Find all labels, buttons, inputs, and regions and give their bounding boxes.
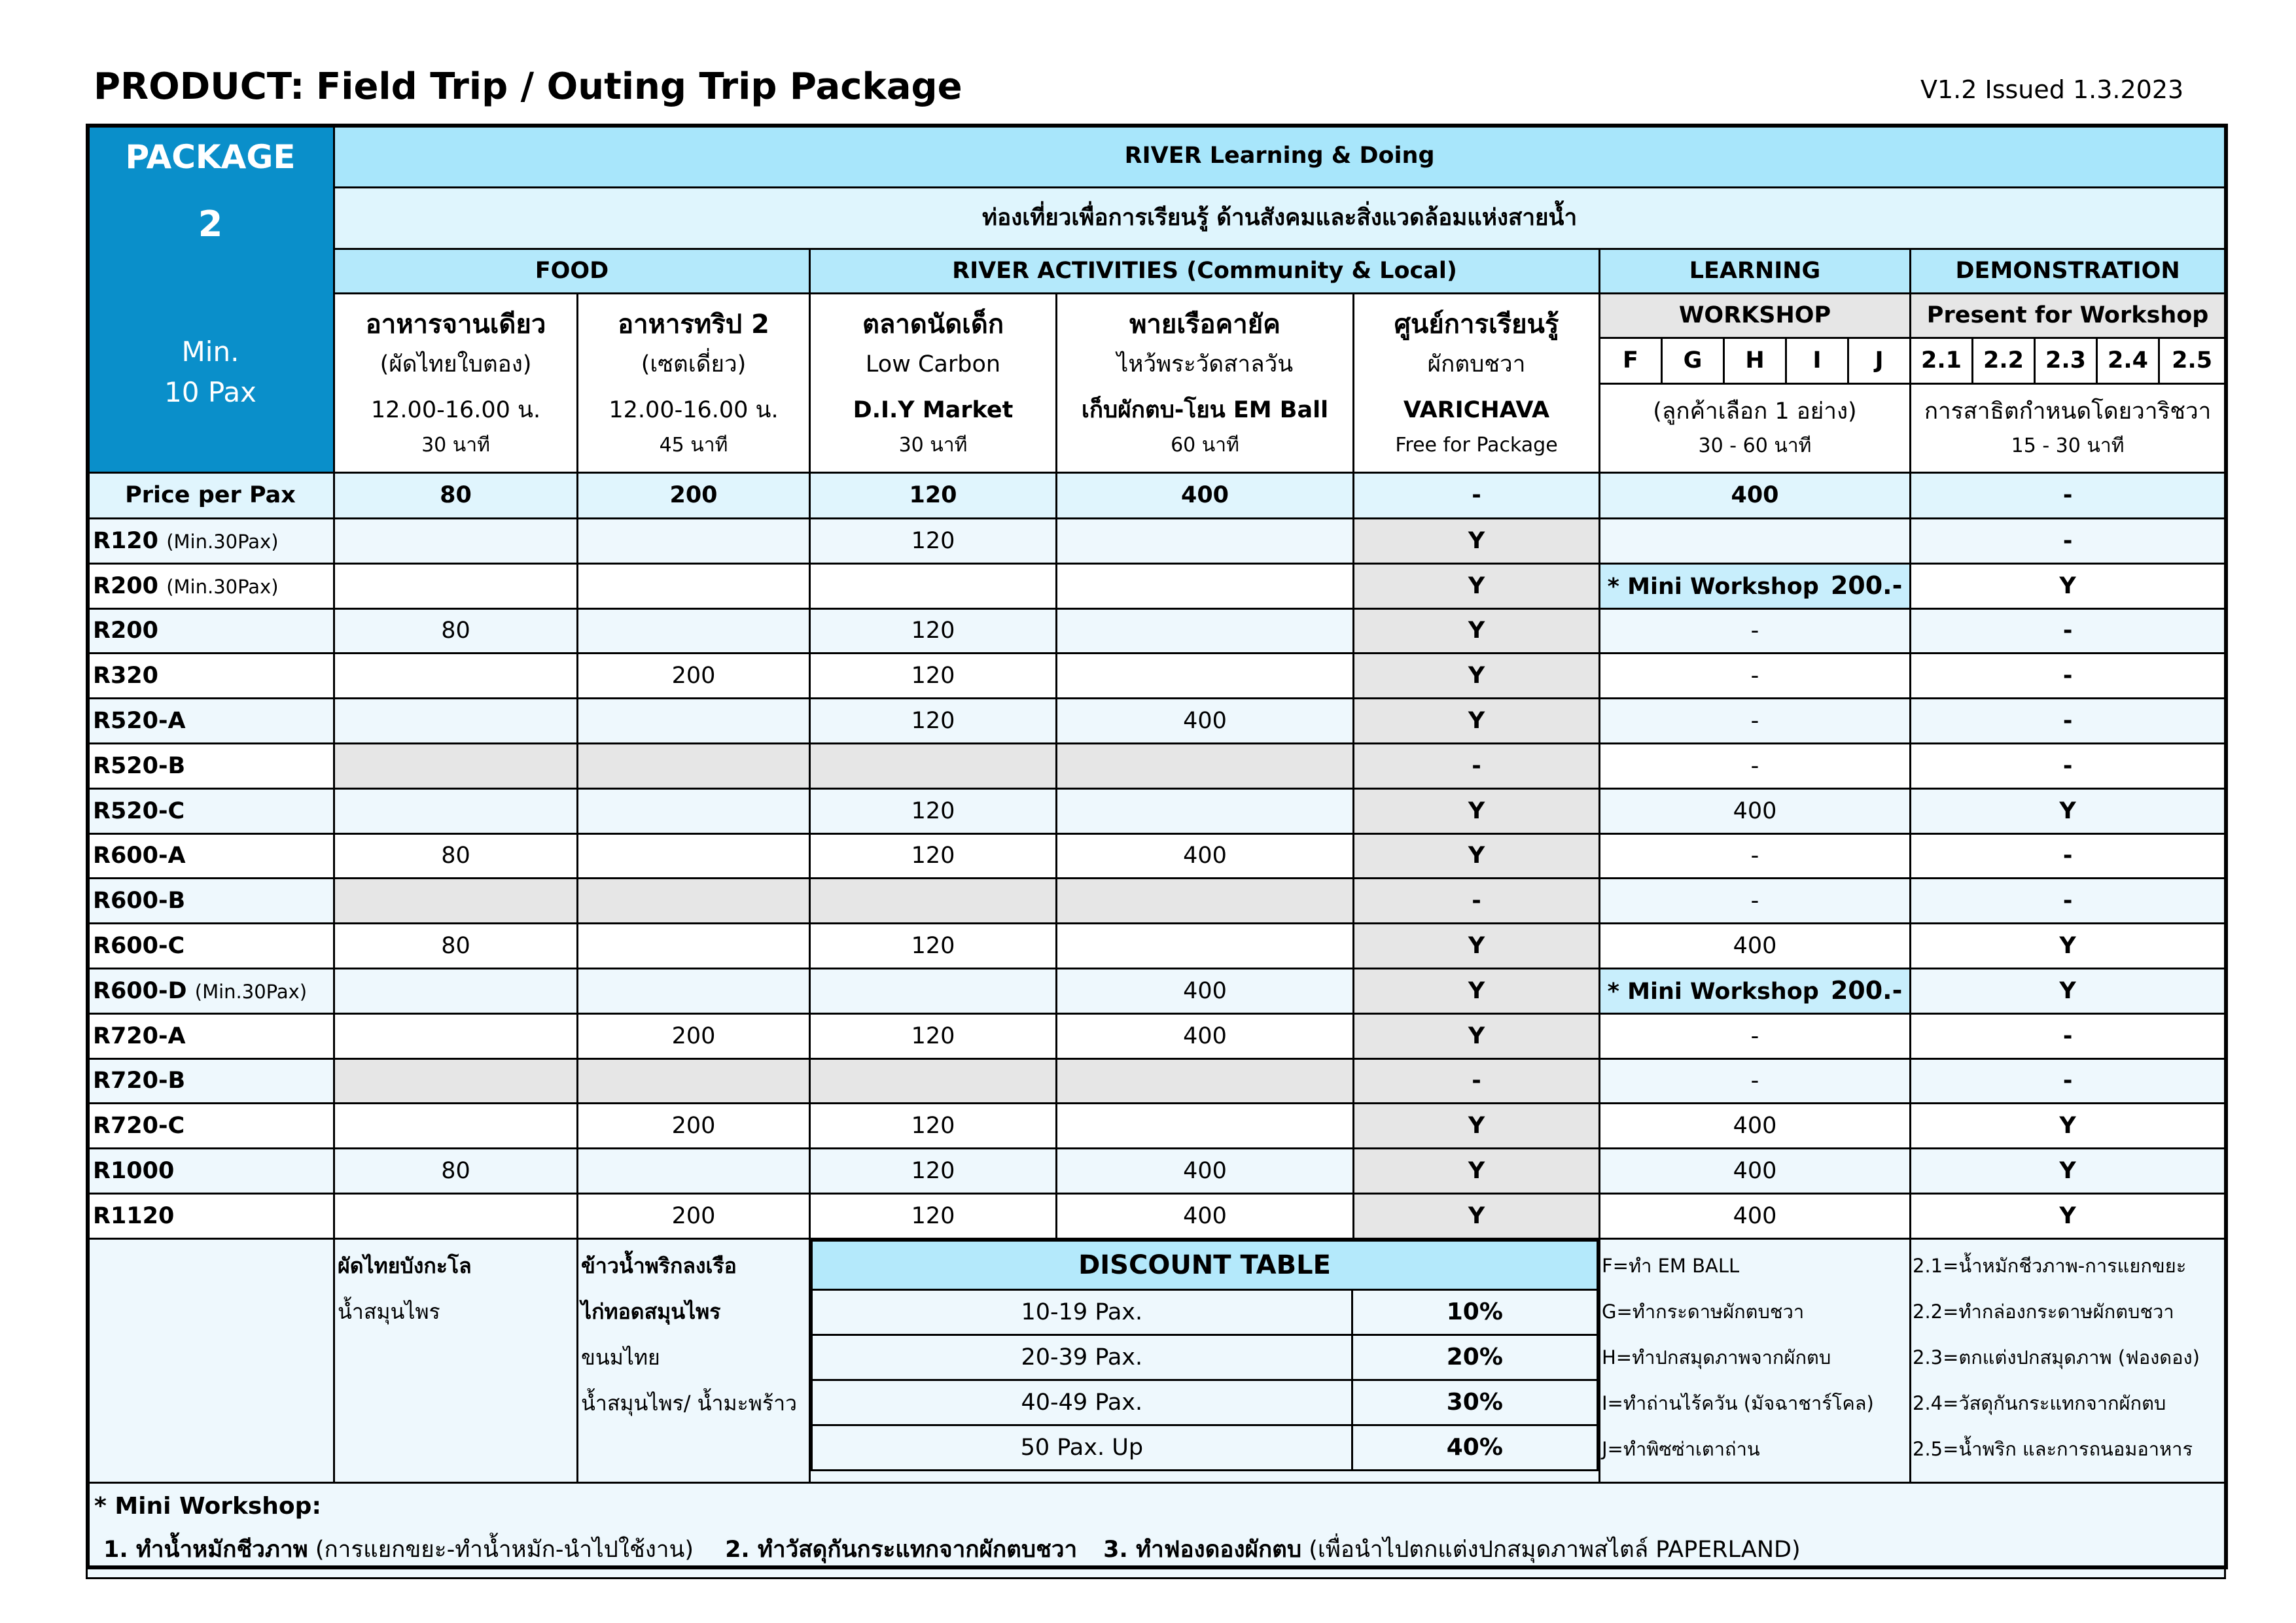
package-cell: Y (1911, 968, 2225, 1013)
package-cell: 400 (1057, 968, 1354, 1013)
bottom-blank (87, 1238, 334, 1482)
workshop-letter: H (1724, 338, 1786, 384)
package-cell: 80 (334, 833, 578, 879)
package-code: R600-D (Min.30Pax) (87, 968, 334, 1013)
package-cell: 120 (810, 654, 1057, 699)
package-min-pax: 10 Pax (164, 375, 256, 408)
package-cell: 200 (578, 1104, 810, 1149)
package-cell (578, 743, 810, 788)
package-cell: Y (1354, 608, 1600, 654)
package-min-label: Min. (181, 335, 239, 368)
package-cell: Y (1911, 788, 2225, 833)
workshop-letter: F (1600, 338, 1662, 384)
package-cell: Y (1354, 1104, 1600, 1149)
price-row (87, 473, 2225, 519)
table-row (87, 1058, 2225, 1104)
package-cell (578, 699, 810, 744)
package-cell (334, 879, 578, 924)
package-cell (578, 1058, 810, 1104)
package-cell (1057, 1058, 1354, 1104)
table-row (87, 968, 2225, 1013)
package-code: R720-C (87, 1104, 334, 1149)
package-cell: - (1600, 743, 1911, 788)
package-cell (1057, 1104, 1354, 1149)
package-cell (334, 519, 578, 564)
table-title: RIVER Learning & Doing (334, 125, 2225, 188)
package-cell (810, 563, 1057, 608)
discount-range: 50 Pax. Up (812, 1425, 1352, 1470)
package-cell: 400 (1600, 788, 1911, 833)
package-cell (1057, 879, 1354, 924)
demo-number: 2.3 (2035, 338, 2097, 384)
package-cell: - (1354, 1058, 1600, 1104)
package-cell: 200 (578, 1193, 810, 1238)
package-cell (578, 879, 810, 924)
package-cell: 120 (810, 1104, 1057, 1149)
price-cell: - (1911, 473, 2225, 519)
group-demonstration: DEMONSTRATION (1911, 249, 2225, 294)
package-cell: - (1911, 1013, 2225, 1058)
discount-range: 10-19 Pax. (812, 1289, 1352, 1335)
package-cell (334, 654, 578, 699)
package-cell: Y (1354, 1013, 1600, 1058)
table-subtitle: ท่องเที่ยวเพื่อการเรียนรู้ ด้านสังคมและสิ่งแวดล้อมแห่งสายน้ำ (334, 188, 2225, 249)
package-code: R720-B (87, 1058, 334, 1104)
package-cell: 400 (1600, 1149, 1911, 1194)
package-cell (578, 924, 810, 969)
package-cell: Y (1911, 1104, 2225, 1149)
discount-pct: 10% (1352, 1289, 1597, 1335)
discount-title: DISCOUNT TABLE (812, 1240, 1598, 1289)
package-cell: Y (1354, 788, 1600, 833)
package-cell (334, 1058, 578, 1104)
package-cell (1057, 743, 1354, 788)
package-cell: 80 (334, 924, 578, 969)
package-cell: - (1911, 654, 2225, 699)
package-cell (578, 833, 810, 879)
table-row (87, 1104, 2225, 1149)
demo-number: 2.5 (2159, 338, 2225, 384)
group-river-activities: RIVER ACTIVITIES (Community & Local) (810, 249, 1600, 294)
discount-range: 40-49 Pax. (812, 1380, 1352, 1425)
package-table (86, 124, 2226, 1579)
package-cell: Y (1354, 519, 1600, 564)
package-cell: 120 (810, 519, 1057, 564)
demo-number: 2.4 (2097, 338, 2159, 384)
package-code: R520-C (87, 788, 334, 833)
workshop-letter: G (1662, 338, 1724, 384)
discount-pct: 30% (1352, 1380, 1597, 1425)
package-cell (334, 1013, 578, 1058)
table-row (87, 788, 2225, 833)
package-code: R200 (Min.30Pax) (87, 563, 334, 608)
package-cell (810, 743, 1057, 788)
package-cell: 400 (1600, 924, 1911, 969)
price-cell: - (1354, 473, 1600, 519)
table-row (87, 519, 2225, 564)
package-cell (334, 1193, 578, 1238)
package-code: R720-A (87, 1013, 334, 1058)
discount-pct: 20% (1352, 1335, 1597, 1380)
package-cell (1057, 924, 1354, 969)
package-cell (578, 1149, 810, 1194)
package-cell: - (1911, 608, 2225, 654)
package-cell: - (1911, 833, 2225, 879)
package-cell: 120 (810, 788, 1057, 833)
group-learning: LEARNING (1600, 249, 1911, 294)
activity-learning-center: ศูนย์การเรียนรู้ ผักตบชวา VARICHAVA Free for Package (1354, 294, 1600, 473)
package-cell (334, 968, 578, 1013)
package-cell: Y (1354, 1193, 1600, 1238)
mini-workshop-footer (87, 1482, 2225, 1578)
package-cell: Y (1354, 563, 1600, 608)
demo-legend: 2.1=น้ำหมักชีวภาพ-การแยกขยะ 2.2=ทำกล่องกระดาษผักตบชวา 2.3=ตกแต่งปกสมุดภาพ (ฟองดอง) 2.4=วัสดุกันกระแทกจากผักตบ 2.5=น้ำพริก และการถนอมอาหาร (1911, 1238, 2225, 1482)
package-cell: - (1911, 1058, 2225, 1104)
table-row (87, 608, 2225, 654)
package-code: R1120 (87, 1193, 334, 1238)
package-cell (334, 699, 578, 744)
package-code: R600-B (87, 879, 334, 924)
package-cell: - (1354, 879, 1600, 924)
package-cell (810, 879, 1057, 924)
package-cell: - (1600, 1058, 1911, 1104)
package-cell: 200 (578, 654, 810, 699)
package-cell: 120 (810, 1149, 1057, 1194)
package-cell: 80 (334, 608, 578, 654)
activity-food-single: อาหารจานเดียว (ผัดไทยใบตอง) 12.00-16.00 น. 30 นาที (334, 294, 578, 473)
page-header (0, 0, 2296, 124)
table-row (87, 1149, 2225, 1194)
package-code: R120 (Min.30Pax) (87, 519, 334, 564)
package-cell: Y (1354, 699, 1600, 744)
discount-pct: 40% (1352, 1425, 1597, 1470)
package-panel (87, 125, 334, 473)
package-cell: - (1911, 879, 2225, 924)
package-cell: - (1600, 608, 1911, 654)
package-cell: 400 (1057, 1193, 1354, 1238)
demo-number: 2.2 (1973, 338, 2035, 384)
table-row (87, 743, 2225, 788)
package-cell: - (1354, 743, 1600, 788)
workshop-letter: I (1786, 338, 1848, 384)
package-cell: 80 (334, 1149, 578, 1194)
product-label: PRODUCT: (94, 65, 305, 108)
package-cell: Y (1911, 924, 2225, 969)
package-cell: Y (1354, 654, 1600, 699)
food-notes-single: ผัดไทยบังกะโล น้ำสมุนไพร (334, 1238, 578, 1482)
package-code: R520-A (87, 699, 334, 744)
package-cell: Y (1911, 563, 2225, 608)
package-cell: 400 (1057, 833, 1354, 879)
package-cell: Y (1911, 1149, 2225, 1194)
version-label: V1.2 Issued 1.3.2023 (1920, 75, 2184, 104)
activity-kayak: พายเรือคายัค ไหว้พระวัดสาลวัน เก็บผักตบ-โยน EM Ball 60 นาที (1057, 294, 1354, 473)
table-row (87, 924, 2225, 969)
package-cell: - (1600, 1013, 1911, 1058)
package-cell (334, 1104, 578, 1149)
group-food: FOOD (334, 249, 810, 294)
package-cell (334, 788, 578, 833)
product-name: Field Trip / Outing Trip Package (316, 65, 963, 108)
table-row (87, 1013, 2225, 1058)
package-cell: 400 (1057, 1013, 1354, 1058)
learning-description: (ลูกค้าเลือก 1 อย่าง) 30 - 60 นาที (1600, 384, 1911, 473)
package-code: R320 (87, 654, 334, 699)
package-cell: 120 (810, 833, 1057, 879)
package-number: 2 (198, 203, 223, 245)
table-row (87, 1193, 2225, 1238)
package-code: R600-A (87, 833, 334, 879)
package-cell (578, 563, 810, 608)
package-cell: Y (1354, 968, 1600, 1013)
price-cell: 400 (1600, 473, 1911, 519)
table-row (87, 654, 2225, 699)
package-cell (1057, 519, 1354, 564)
package-cell: Y (1911, 1193, 2225, 1238)
workshop-letter: J (1848, 338, 1911, 384)
package-cell (810, 1058, 1057, 1104)
package-cell (1057, 654, 1354, 699)
price-label: Price per Pax (87, 473, 334, 519)
table-row (87, 833, 2225, 879)
discount-table-cell (810, 1238, 1600, 1482)
package-cell: 120 (810, 924, 1057, 969)
activity-food-trip: อาหารทริป 2 (เซตเดี่ยว) 12.00-16.00 น. 45 นาที (578, 294, 810, 473)
product-heading (94, 65, 963, 108)
package-code: R1000 (87, 1149, 334, 1194)
package-cell: 400 (1600, 1193, 1911, 1238)
package-cell: 120 (810, 1193, 1057, 1238)
package-cell (1600, 519, 1911, 564)
package-cell (578, 608, 810, 654)
table-row (87, 879, 2225, 924)
package-title: PACKAGE (125, 138, 296, 176)
price-cell: 400 (1057, 473, 1354, 519)
table-row (87, 563, 2225, 608)
package-cell (334, 563, 578, 608)
mini-workshop-cell: * Mini Workshop 200.- (1600, 563, 1911, 608)
package-code: R600-C (87, 924, 334, 969)
footer-title: * Mini Workshop: (94, 1492, 321, 1520)
package-cell: Y (1354, 924, 1600, 969)
workshop-legend: F=ทำ EM BALL G=ทำกระดาษผักตบชวา H=ทำปกสมุดภาพจากผักตบ I=ทำถ่านไร้ควัน (มัจฉาชาร์โคล) J=ทำพิซซ่าเตาถ่าน (1600, 1238, 1911, 1482)
discount-table (811, 1240, 1598, 1471)
table-row (87, 699, 2225, 744)
activity-kids-market: ตลาดนัดเด็ก Low Carbon D.I.Y Market 30 นาที (810, 294, 1057, 473)
package-cell (578, 788, 810, 833)
mini-workshop-cell: * Mini Workshop 200.- (1600, 968, 1911, 1013)
package-cell: 120 (810, 1013, 1057, 1058)
price-cell: 200 (578, 473, 810, 519)
package-cell (578, 968, 810, 1013)
package-cell: - (1600, 654, 1911, 699)
package-cell: Y (1354, 1149, 1600, 1194)
package-code: R200 (87, 608, 334, 654)
demo-number: 2.1 (1911, 338, 1973, 384)
package-cell: 400 (1057, 699, 1354, 744)
price-cell: 80 (334, 473, 578, 519)
package-cell: 120 (810, 608, 1057, 654)
discount-range: 20-39 Pax. (812, 1335, 1352, 1380)
package-cell (578, 519, 810, 564)
package-cell: - (1911, 743, 2225, 788)
package-cell (810, 968, 1057, 1013)
package-cell: 120 (810, 699, 1057, 744)
package-cell: 400 (1600, 1104, 1911, 1149)
food-notes-trip: ข้าวน้ำพริกลงเรือ ไก่ทอดสมุนไพร ขนมไทย น้ำสมุนไพร/ น้ำมะพร้าว (578, 1238, 810, 1482)
subgroup-workshop: WORKSHOP (1600, 294, 1911, 338)
package-cell (1057, 788, 1354, 833)
subgroup-present: Present for Workshop (1911, 294, 2225, 338)
package-cell: 400 (1057, 1149, 1354, 1194)
package-code: R520-B (87, 743, 334, 788)
footer-items: 1. ทำน้ำหมักชีวภาพ (การแยกขยะ-ทำน้ำหมัก-นำไปใช้งาน) 2. ทำวัสดุกันกระแทกจากผักตบชวา 3. ทำฟองดองผักตบ (เพื่อนำไปตกแต่งปกสมุดภาพสไตล์ PAPERLAND) (103, 1537, 1801, 1563)
package-cell: - (1911, 699, 2225, 744)
package-cell (334, 743, 578, 788)
package-cell: 200 (578, 1013, 810, 1058)
demo-description: การสาธิตกำหนดโดยวาริชวา 15 - 30 นาที (1911, 384, 2225, 473)
price-cell: 120 (810, 473, 1057, 519)
package-cell: - (1911, 519, 2225, 564)
package-cell: - (1600, 833, 1911, 879)
package-cell: - (1600, 879, 1911, 924)
package-cell (1057, 563, 1354, 608)
package-cell: Y (1354, 833, 1600, 879)
package-cell: - (1600, 699, 1911, 744)
package-cell (1057, 608, 1354, 654)
